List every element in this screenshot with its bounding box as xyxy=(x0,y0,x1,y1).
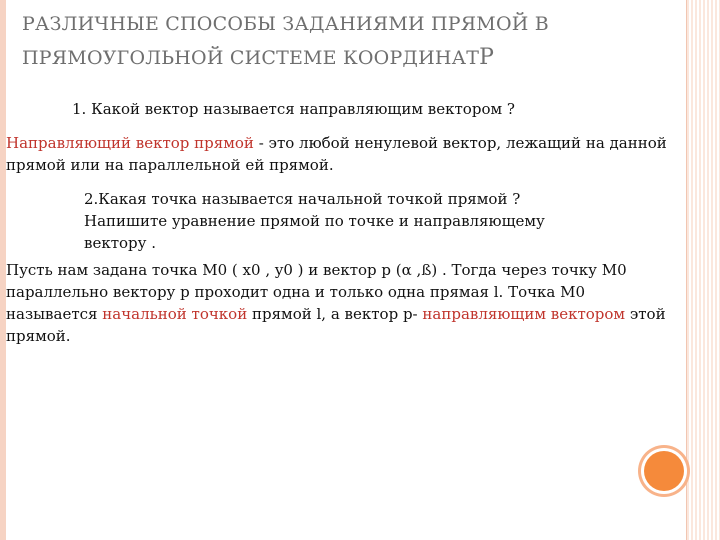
question-1: 1. Какой вектор называется направляющим вектором ? xyxy=(72,100,515,118)
definition-term: Направляющий вектор прямой xyxy=(6,134,254,152)
title-line-2 xyxy=(22,41,662,75)
explanation-paragraph xyxy=(6,259,671,347)
paragraph-part-3: этой прямой. xyxy=(6,305,666,345)
paragraph-part-2: прямой l, а вектор p- xyxy=(247,305,423,323)
slide-title xyxy=(22,8,662,75)
highlight-direction-vector: направляющим вектором xyxy=(422,305,626,323)
title-line-1: РАЗЛИЧНЫЕ СПОСОБЫ ЗАДАНИЯМИ ПРЯМОЙ В xyxy=(22,13,549,35)
title-line-2-text: ПРЯМОУГОЛЬНОЙ СИСТЕМЕ КООРДИНАТ xyxy=(22,47,480,69)
title-tail: Р xyxy=(479,45,495,70)
definition-paragraph xyxy=(6,132,671,176)
question-2-line-2: Напишите уравнение прямой по точке и направляющему xyxy=(84,212,545,230)
question-2-line-1: 2.Какая точка называется начальной точкой прямой ? xyxy=(84,190,521,208)
decorative-orange-circle xyxy=(644,451,684,491)
question-2 xyxy=(84,188,604,254)
paragraph-part-1: Пусть нам задана точка М0 ( x0 , y0 ) и вектор p (α ,ß) . Тогда через точку М0 параллельно вектору p проходит одна и только одна прямая l. Точка М0 называется xyxy=(6,261,627,323)
slide-right-border xyxy=(686,0,720,540)
question-2-line-3: вектору . xyxy=(84,234,156,252)
highlight-start-point: начальной точкой xyxy=(102,305,248,323)
definition-text: - это любой ненулевой вектор, лежащий на данной прямой или на параллельной ей прямой. xyxy=(6,134,667,174)
